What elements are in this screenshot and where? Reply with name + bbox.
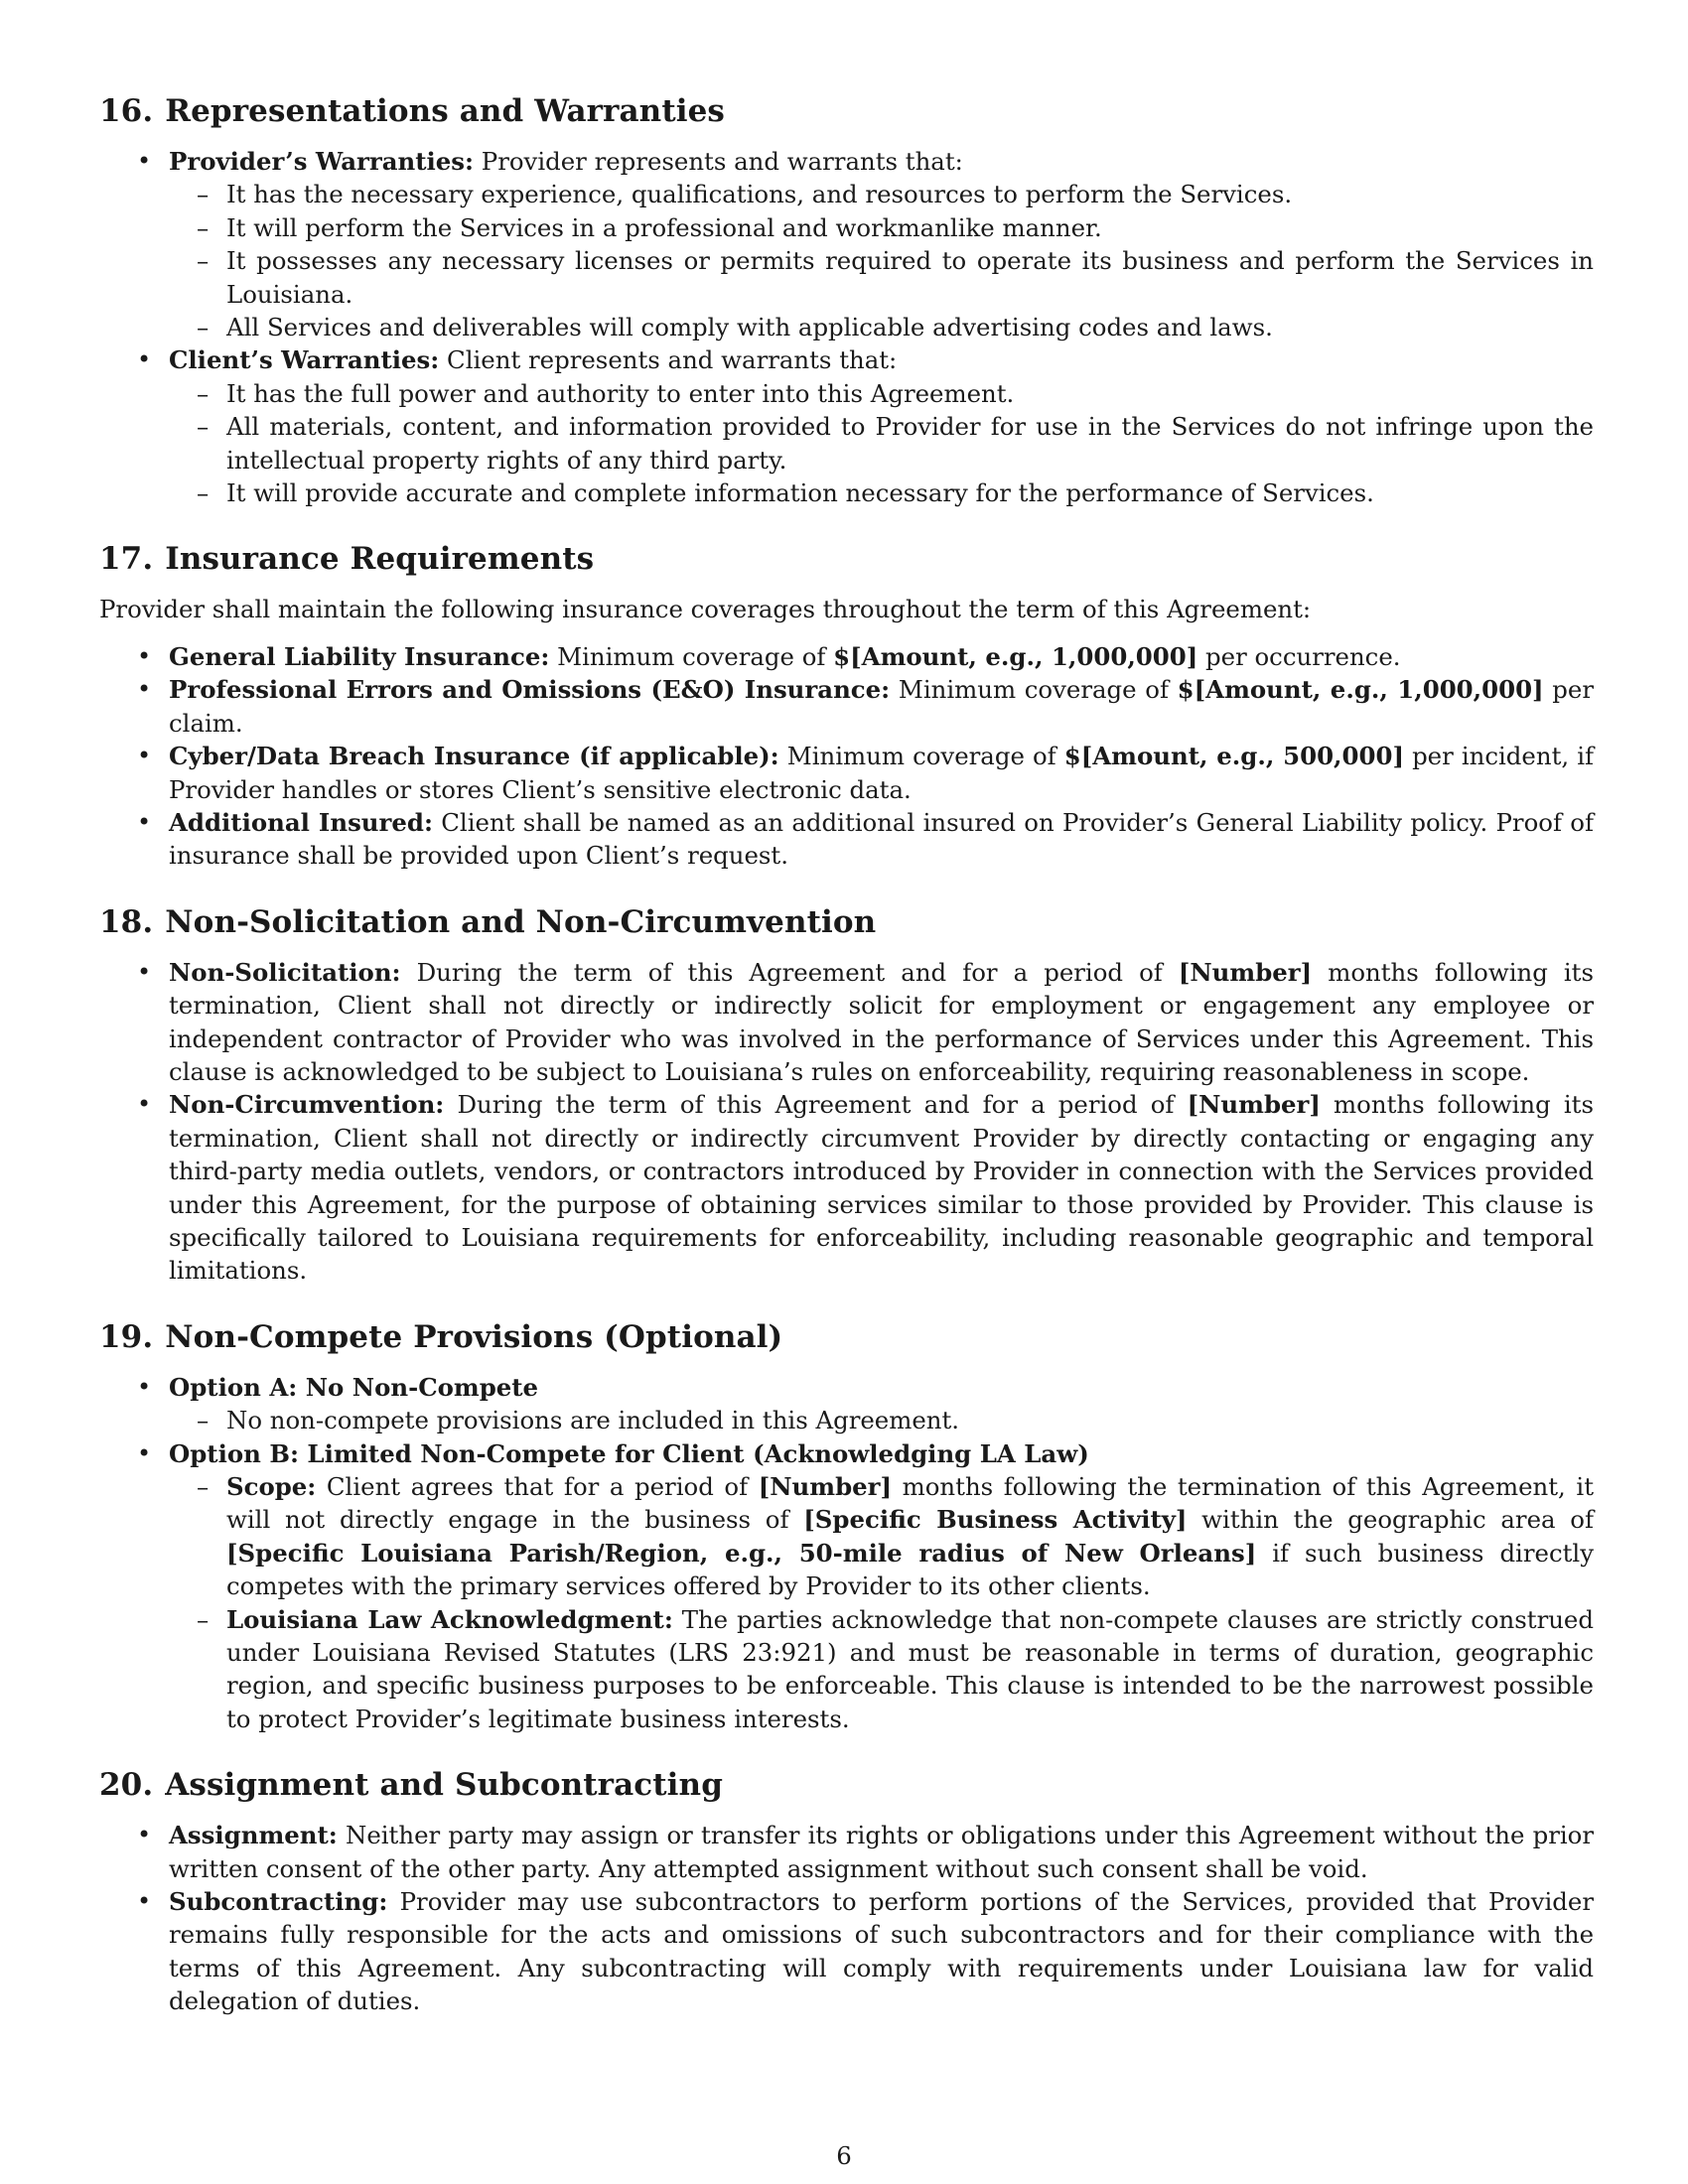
item-label: Louisiana Law Acknowledgment:	[226, 1604, 673, 1634]
list-item-option-a	[99, 1371, 1594, 1437]
item-text: months following its termination, Client shall not directly or indirectly circumvent Provider by directly contacting or engaging any third-party media outlets, vendors, or contractors introduced by Provider in connection with the Services provided under this Agreement, for the purpose of obtaining services similar to those provided by Provider. This clause is specifically tailored to Louisiana requirements for enforceability, including reasonable geographic and temporal limitations.	[169, 1090, 1594, 1286]
item-text: months following the termination of this Agreement, it will not directly engage in the business of	[226, 1472, 1594, 1535]
section-number: 17.	[99, 541, 154, 578]
item-text: Client agrees that for a period of	[316, 1472, 759, 1501]
section-18	[99, 902, 1594, 1288]
section-19	[99, 1317, 1594, 1735]
amount-placeholder: $[Amount, e.g., 1,000,000]	[833, 641, 1198, 671]
item-text: Client represents and warrants that:	[439, 345, 898, 375]
list-item-additional-insured	[99, 806, 1594, 873]
sub-list-item-louisiana-law	[169, 1603, 1594, 1736]
page-number: 6	[836, 2141, 852, 2170]
sub-list	[169, 1404, 1594, 1436]
item-text: per occurrence.	[1197, 641, 1401, 671]
sub-list-item: – It possesses any necessary licenses or permits required to operate its business and perform the Services in Louisiana.	[169, 244, 1594, 311]
business-placeholder: [Specific Business Activity]	[803, 1505, 1188, 1535]
region-placeholder: [Specific Louisiana Parish/Region, e.g., 50-mile radius of New Orleans]	[226, 1538, 1257, 1568]
list-item-subcontracting	[99, 1885, 1594, 2018]
section-17	[99, 539, 1594, 872]
item-text: During the term of this Agreement and for a period of	[400, 957, 1179, 987]
sub-list-item: – No non-compete provisions are included in this Agreement.	[169, 1404, 1594, 1436]
section-number: 18.	[99, 903, 154, 940]
bullet-list	[99, 640, 1594, 873]
section-title: Non-Solicitation and Non-Circumvention	[165, 903, 877, 940]
item-label: Scope:	[226, 1472, 317, 1501]
item-label: Cyber/Data Breach Insurance (if applicable):	[169, 742, 779, 771]
item-label: Non-Circumvention:	[169, 1090, 445, 1120]
item-text: Minimum coverage of	[778, 742, 1064, 771]
sub-list-item: – All materials, content, and information provided to Provider for use in the Services do not infringe upon the intellectual property rights of any third party.	[169, 410, 1594, 477]
bullet-list	[99, 956, 1594, 1288]
amount-placeholder: $[Amount, e.g., 500,000]	[1063, 742, 1404, 771]
item-label: General Liability Insurance:	[169, 641, 550, 671]
item-text: Minimum coverage of	[549, 641, 834, 671]
sub-list-item: – It has the full power and authority to enter into this Agreement.	[169, 377, 1594, 410]
sub-list	[169, 178, 1594, 343]
section-title: Representations and Warranties	[165, 93, 725, 129]
section-heading	[99, 902, 1594, 942]
item-label: Client’s Warranties:	[169, 345, 440, 375]
sub-list-item-scope	[169, 1470, 1594, 1603]
section-title: Insurance Requirements	[165, 541, 595, 578]
section-intro: Provider shall maintain the following insurance coverages throughout the term of this Agreement:	[99, 595, 1312, 624]
number-placeholder: [Number]	[758, 1472, 893, 1501]
section-heading	[99, 1317, 1594, 1357]
list-item-non-circumvention	[99, 1088, 1594, 1287]
sub-list-item: – All Services and deliverables will comply with applicable advertising codes and laws.	[169, 311, 1594, 343]
list-item-errors-omissions	[99, 673, 1594, 740]
bullet-list	[99, 1819, 1594, 2017]
amount-placeholder: $[Amount, e.g., 1,000,000]	[1177, 675, 1544, 705]
item-label: Subcontracting:	[169, 1887, 388, 1917]
section-heading	[99, 91, 1594, 131]
item-label: Assignment:	[169, 1821, 338, 1850]
bullet-list	[99, 1371, 1594, 1735]
item-text: per incident, if Provider handles or stores Client’s sensitive electronic data.	[169, 742, 1595, 804]
list-item-option-b	[99, 1437, 1594, 1736]
section-title: Assignment and Subcontracting	[165, 1767, 723, 1804]
item-text: months following its termination, Client shall not directly or indirectly solicit for employment or engagement any employee or independent contractor of Provider who was involved in the performance of Services under this Agreement. This clause is acknowledged to be subject to Louisiana’s rules on enforceability, requiring reasonableness in scope.	[169, 957, 1594, 1086]
section-number: 16.	[99, 93, 154, 129]
sub-list	[169, 377, 1594, 510]
list-item-provider-warranties	[99, 145, 1594, 343]
item-label: Option B: Limited Non-Compete for Client (Acknowledging LA Law)	[169, 1438, 1089, 1468]
item-text: The parties acknowledge that non-compete clauses are strictly construed under Louisiana Revised Statutes (LRS 23:921) and must be reasonable in terms of duration, geographic region, and specific business purposes to be enforceable. This clause is intended to be the narrowest possible to protect Provider’s legitimate business interests.	[226, 1604, 1594, 1733]
sub-list	[169, 1470, 1594, 1735]
list-item-general-liability	[99, 640, 1594, 673]
item-text: Minimum coverage of	[890, 675, 1178, 705]
list-item-cyber-insurance	[99, 740, 1594, 806]
bullet-list	[99, 145, 1594, 509]
section-number: 19.	[99, 1318, 154, 1355]
number-placeholder: [Number]	[1178, 957, 1313, 987]
sub-list-item: – It will provide accurate and complete information necessary for the performance of Services.	[169, 477, 1594, 509]
sub-list-item: – It will perform the Services in a professional and workmanlike manner.	[169, 211, 1594, 244]
item-text: Provider represents and warrants that:	[474, 147, 963, 176]
item-label: Additional Insured:	[169, 807, 433, 837]
document-page	[99, 91, 1594, 2048]
item-label: Provider’s Warranties:	[169, 147, 475, 176]
section-heading	[99, 539, 1594, 579]
item-text: Neither party may assign or transfer its rights or obligations under this Agreement without the prior written consent of the other party. Any attempted assignment without such consent shall be void.	[169, 1821, 1594, 1883]
section-heading	[99, 1765, 1594, 1805]
list-item-non-solicitation	[99, 956, 1594, 1089]
list-item-assignment	[99, 1819, 1594, 1885]
section-number: 20.	[99, 1767, 154, 1804]
item-text: Client shall be named as an additional insured on Provider’s General Liability policy. Proof of insurance shall be provided upon Client’s request.	[169, 807, 1594, 871]
section-16	[99, 91, 1594, 509]
item-text: within the geographic area of	[1187, 1505, 1594, 1535]
sub-list-item: – It has the necessary experience, qualifications, and resources to perform the Services.	[169, 178, 1594, 210]
section-title: Non-Compete Provisions (Optional)	[165, 1318, 783, 1355]
item-text: if such business directly competes with the primary services offered by Provider to its other clients.	[226, 1538, 1594, 1601]
item-label: Option A: No Non-Compete	[169, 1372, 539, 1402]
item-label: Non-Solicitation:	[169, 957, 401, 987]
item-text: Provider may use subcontractors to perform portions of the Services, provided that Provider remains fully responsible for the acts and omissions of such subcontractors and for their compliance with the terms of this Agreement. Any subcontracting will comply with requirements under Louisiana law for valid delegation of duties.	[169, 1887, 1594, 2016]
section-20	[99, 1765, 1594, 2017]
item-label: Professional Errors and Omissions (E&O) Insurance:	[169, 675, 891, 705]
item-text: During the term of this Agreement and for a period of	[444, 1090, 1188, 1120]
list-item-client-warranties	[99, 343, 1594, 509]
item-text: per claim.	[169, 675, 1594, 738]
number-placeholder: [Number]	[1187, 1090, 1321, 1120]
